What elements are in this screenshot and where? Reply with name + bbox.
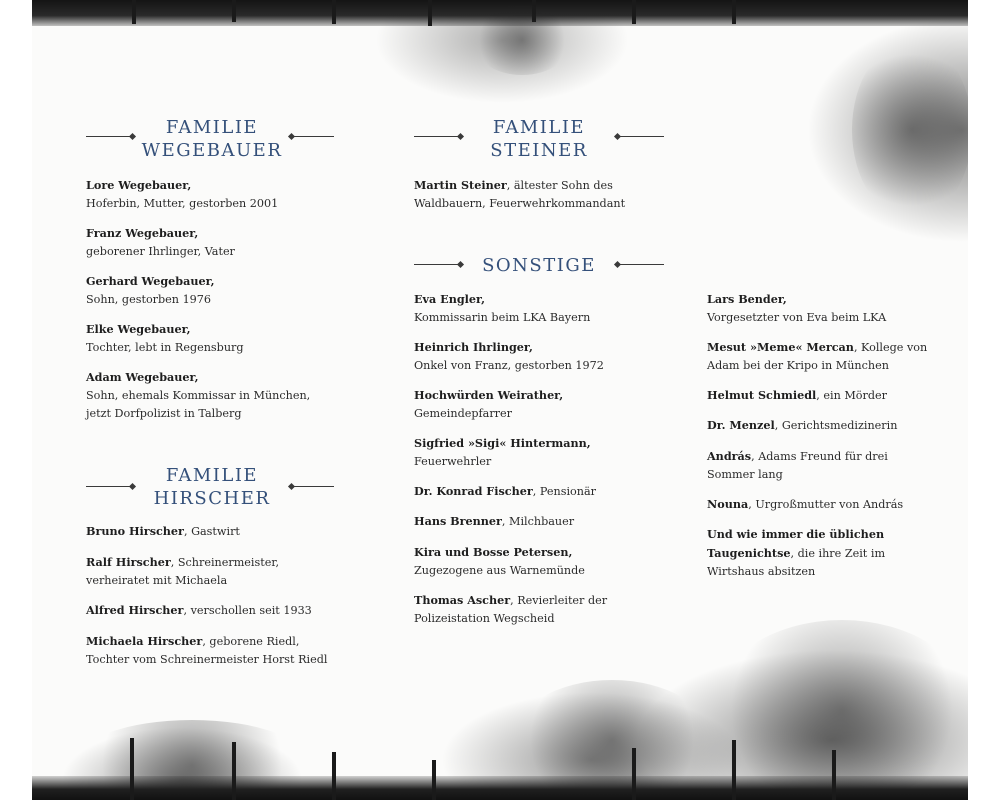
fence-post bbox=[332, 0, 336, 24]
character-desc: geborener Ihrlinger, Vater bbox=[86, 245, 235, 258]
character-desc: Sohn, ehemals Kommissar in München, bbox=[86, 389, 311, 402]
heading-ornament bbox=[86, 486, 132, 487]
character-entry bbox=[707, 386, 887, 405]
character-desc: , die ihre Zeit im bbox=[790, 547, 886, 560]
character-name: Gerhard Wegebauer, bbox=[86, 274, 215, 288]
character-name: Elke Wegebauer, bbox=[86, 322, 191, 336]
heading-ornament bbox=[292, 136, 334, 137]
character-name: András bbox=[707, 449, 752, 463]
character-name: Hans Brenner bbox=[414, 514, 502, 528]
fence-post bbox=[632, 748, 636, 800]
character-desc: , ein Mörder bbox=[816, 389, 888, 402]
character-desc: , Revierleiter der bbox=[510, 594, 608, 607]
character-desc: , geborene Riedl, bbox=[202, 635, 300, 648]
character-name: Kira und Bosse Petersen, bbox=[414, 545, 573, 559]
character-name: Dr. Konrad Fischer bbox=[414, 484, 533, 498]
character-name: Bruno Hirscher bbox=[86, 524, 184, 538]
character-desc: Sommer lang bbox=[707, 468, 783, 481]
character-desc: jetzt Dorfpolizist in Talberg bbox=[86, 407, 242, 420]
heading-line: FAMILIE bbox=[165, 117, 259, 138]
heading-line: STEINER bbox=[490, 140, 588, 161]
character-name: Eva Engler, bbox=[414, 292, 485, 306]
character-desc: Adam bei der Kripo in München bbox=[707, 359, 889, 372]
character-desc: Hoferbin, Mutter, gestorben 2001 bbox=[86, 197, 279, 210]
character-entry bbox=[414, 290, 590, 327]
character-entry bbox=[86, 601, 312, 620]
character-entry bbox=[86, 272, 215, 309]
character-desc: Tochter vom Schreinermeister Horst Riedl bbox=[86, 653, 328, 666]
fence-post bbox=[132, 0, 136, 24]
heading-ornament bbox=[414, 264, 460, 265]
character-name: Helmut Schmiedl bbox=[707, 388, 817, 402]
character-desc: Tochter, lebt in Regensburg bbox=[86, 341, 244, 354]
heading-ornament bbox=[414, 136, 460, 137]
heading-line: SONSTIGE bbox=[482, 255, 596, 276]
heading-line: HIRSCHER bbox=[153, 488, 271, 509]
character-name: Heinrich Ihrlinger, bbox=[414, 340, 533, 354]
character-entry bbox=[86, 224, 235, 261]
character-name: Adam Wegebauer, bbox=[86, 370, 199, 384]
character-desc: , verschollen seit 1933 bbox=[183, 604, 312, 617]
character-name: Lars Bender, bbox=[707, 292, 787, 306]
character-entry bbox=[707, 338, 927, 375]
character-entry bbox=[86, 632, 327, 669]
character-name: Martin Steiner bbox=[414, 178, 507, 192]
heading-line: FAMILIE bbox=[165, 465, 259, 486]
character-desc: , ältester Sohn des bbox=[506, 179, 613, 192]
character-entry bbox=[86, 553, 279, 590]
character-desc: Sohn, gestorben 1976 bbox=[86, 293, 212, 306]
character-entry bbox=[707, 290, 886, 327]
fence-post bbox=[632, 0, 636, 24]
character-desc: , Kollege von bbox=[853, 341, 928, 354]
character-name: Ralf Hirscher bbox=[86, 555, 171, 569]
character-desc: Feuerwehrler bbox=[414, 455, 492, 468]
heading-familie-wegebauer bbox=[132, 116, 292, 162]
heading-ornament bbox=[292, 486, 334, 487]
character-desc: Waldbauern, Feuerwehrkommandant bbox=[414, 197, 626, 210]
ink-mist bbox=[472, 5, 572, 75]
fence-post bbox=[232, 0, 236, 22]
fence-post bbox=[732, 0, 736, 24]
character-desc: , Gerichtsmedizinerin bbox=[774, 419, 898, 432]
heading-familie-hirscher bbox=[132, 464, 292, 510]
character-entry bbox=[414, 512, 574, 531]
character-name: Taugenichtse bbox=[707, 546, 791, 560]
character-name: Lore Wegebauer, bbox=[86, 178, 192, 192]
character-name: Sigfried »Sigi« Hintermann, bbox=[414, 436, 591, 450]
character-entry bbox=[707, 525, 885, 581]
ink-mist bbox=[712, 620, 968, 800]
character-name: Thomas Ascher bbox=[414, 593, 511, 607]
fence-post bbox=[732, 740, 736, 800]
character-desc: Zugezogene aus Warnemünde bbox=[414, 564, 585, 577]
character-desc: , Schreinermeister, bbox=[170, 556, 280, 569]
heading-sonstige bbox=[460, 254, 618, 277]
character-desc: Wirtshaus absitzen bbox=[707, 565, 816, 578]
character-entry bbox=[86, 176, 278, 213]
heading-familie-steiner bbox=[460, 116, 618, 162]
character-desc: , Pensionär bbox=[532, 485, 596, 498]
character-entry bbox=[707, 447, 888, 484]
character-desc: , Milchbauer bbox=[501, 515, 575, 528]
character-desc: Polizeistation Wegscheid bbox=[414, 612, 555, 625]
character-entry bbox=[86, 368, 310, 423]
bottom-fence-band bbox=[32, 776, 968, 800]
character-entry bbox=[414, 386, 563, 423]
fence-post bbox=[232, 742, 236, 800]
character-name: Nouna bbox=[707, 497, 749, 511]
fence-post bbox=[130, 738, 134, 800]
character-entry bbox=[414, 591, 607, 628]
character-entry bbox=[86, 522, 240, 541]
character-name: Dr. Menzel bbox=[707, 418, 775, 432]
character-name: Mesut »Meme« Mercan bbox=[707, 340, 854, 354]
character-entry bbox=[414, 482, 596, 501]
character-name: Michaela Hirscher bbox=[86, 634, 203, 648]
character-name: Und wie immer die üblichen bbox=[707, 527, 885, 541]
character-desc: Onkel von Franz, gestorben 1972 bbox=[414, 359, 604, 372]
fence-post bbox=[832, 750, 836, 800]
character-entry bbox=[86, 320, 244, 357]
character-entry bbox=[414, 176, 625, 213]
heading-line: FAMILIE bbox=[492, 117, 586, 138]
heading-ornament bbox=[618, 136, 664, 137]
ink-mist bbox=[852, 40, 968, 220]
character-desc: verheiratet mit Michaela bbox=[86, 574, 228, 587]
heading-ornament bbox=[86, 136, 132, 137]
character-entry bbox=[414, 434, 591, 471]
character-desc: , Adams Freund für drei bbox=[751, 450, 888, 463]
character-desc: , Urgroßmutter von András bbox=[748, 498, 904, 511]
character-entry bbox=[414, 543, 585, 580]
character-name: Alfred Hirscher bbox=[86, 603, 184, 617]
character-desc: Kommissarin beim LKA Bayern bbox=[414, 311, 591, 324]
heading-ornament bbox=[618, 264, 664, 265]
character-desc: Vorgesetzter von Eva beim LKA bbox=[707, 311, 887, 324]
character-entry bbox=[707, 495, 903, 514]
character-desc: , Gastwirt bbox=[183, 525, 240, 538]
character-entry bbox=[707, 416, 897, 435]
fence-post bbox=[432, 760, 436, 800]
heading-line: WEGEBAUER bbox=[141, 140, 283, 161]
character-entry bbox=[414, 338, 604, 375]
fence-post bbox=[332, 752, 336, 800]
fence-post bbox=[428, 0, 432, 26]
character-desc: Gemeindepfarrer bbox=[414, 407, 512, 420]
character-name: Franz Wegebauer, bbox=[86, 226, 199, 240]
character-name: Hochwürden Weirather, bbox=[414, 388, 564, 402]
